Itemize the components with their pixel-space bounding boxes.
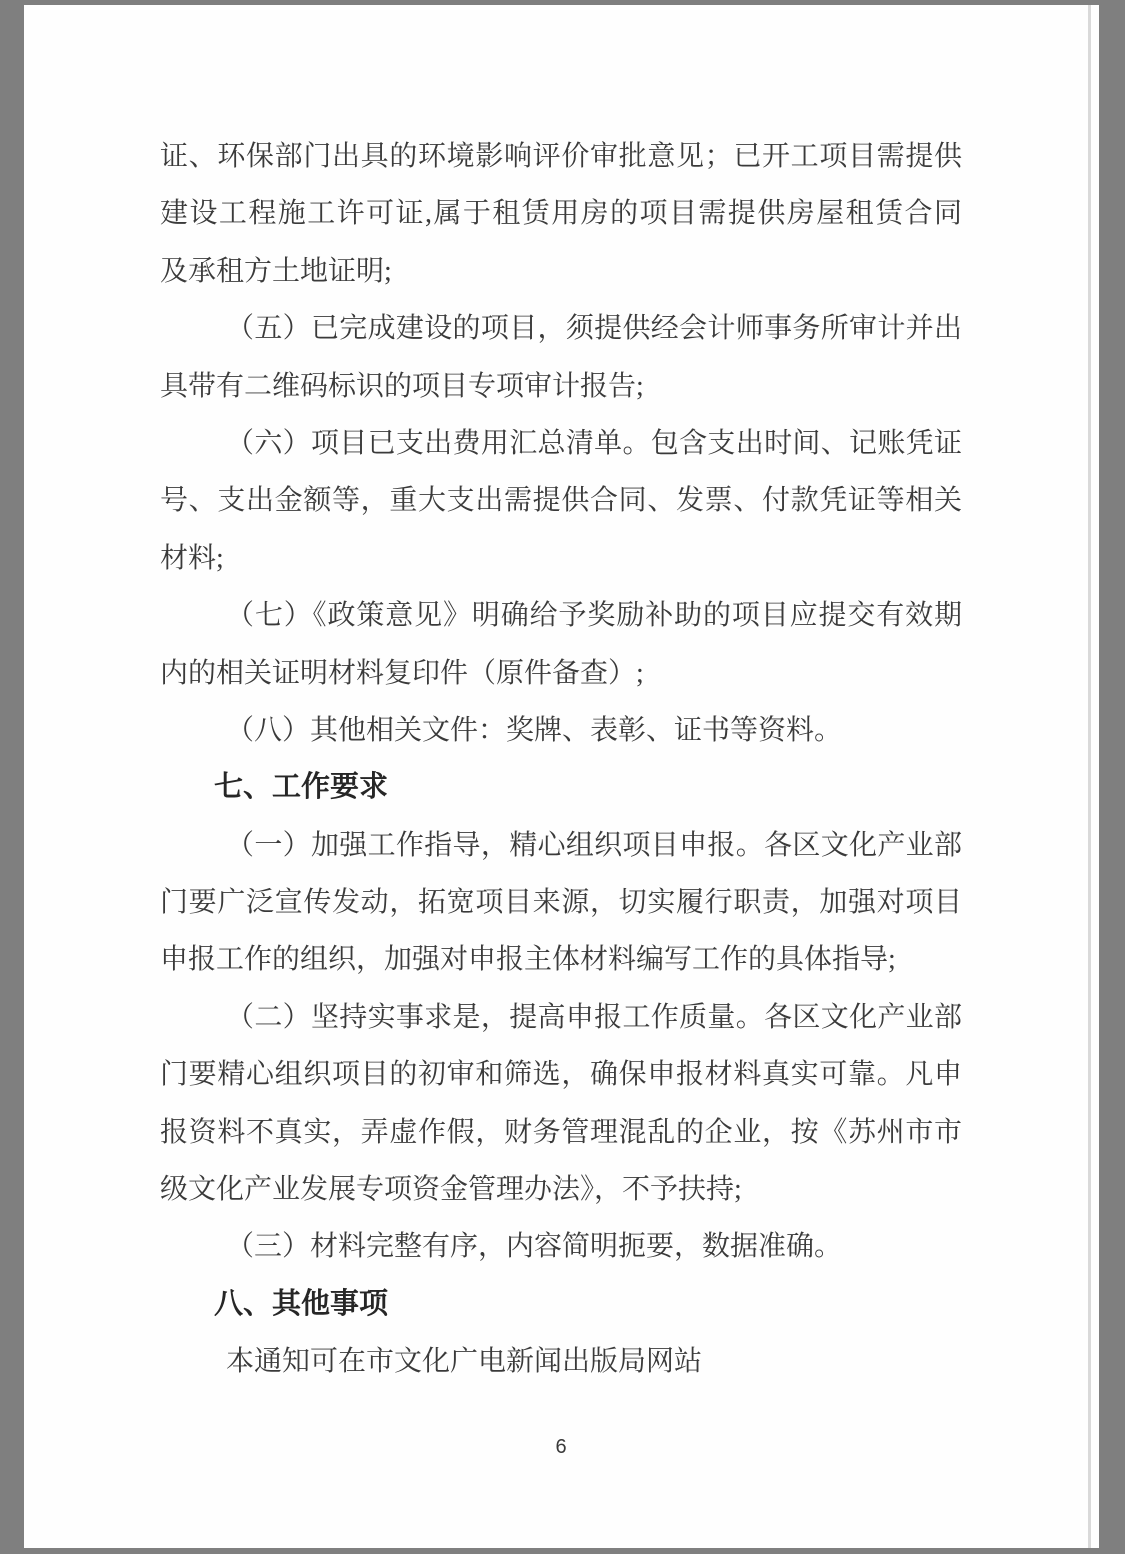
section-heading: 七、工作要求 bbox=[214, 771, 389, 804]
text-line: 门要精心组织项目的初审和筛选，确保申报材料真实可靠。凡申 bbox=[160, 1059, 962, 1091]
text-line: （二）坚持实事求是，提高申报工作质量。各区文化产业部 bbox=[226, 1001, 962, 1033]
text-line: 本通知可在市文化广电新闻出版局网站 bbox=[226, 1346, 703, 1378]
text-line: 门要广泛宣传发动，拓宽项目来源，切实履行职责，加强对项目 bbox=[160, 887, 962, 919]
text-line: （五）已完成建设的项目，须提供经会计师事务所审计并出 bbox=[226, 313, 962, 345]
text-line: 报资料不真实，弄虚作假，财务管理混乱的企业，按《苏州市市 bbox=[160, 1116, 962, 1148]
scanner-edge-left bbox=[0, 0, 24, 1554]
text-line: 材料; bbox=[160, 542, 224, 574]
text-line: 级文化产业发展专项资金管理办法》，不予扶持; bbox=[160, 1174, 742, 1206]
text-line: （一）加强工作指导，精心组织项目申报。各区文化产业部 bbox=[226, 829, 962, 861]
text-line: 号、支出金额等，重大支出需提供合同、发票、付款凭证等相关 bbox=[160, 485, 962, 517]
text-line: 申报工作的组织，加强对申报主体材料编写工作的具体指导; bbox=[160, 944, 896, 976]
document-body bbox=[160, 128, 962, 1391]
scanner-edge-bottom bbox=[0, 1548, 1125, 1554]
text-line: 具带有二维码标识的项目专项审计报告; bbox=[160, 370, 644, 402]
text-line: （七）《政策意见》明确给予奖励补助的项目应提交有效期 bbox=[226, 600, 962, 632]
scanner-edge-right bbox=[1099, 0, 1125, 1554]
text-line: 建设工程施工许可证,属于租赁用房的项目需提供房屋租赁合同 bbox=[160, 198, 962, 230]
text-line: （八）其他相关文件：奖牌、表彰、证书等资料。 bbox=[226, 714, 843, 746]
text-line: 及承租方土地证明; bbox=[160, 255, 392, 287]
text-line: 内的相关证明材料复印件（原件备查）; bbox=[160, 657, 644, 689]
text-line: （六）项目已支出费用汇总清单。包含支出时间、记账凭证 bbox=[226, 427, 962, 459]
page-number: 6 bbox=[555, 1436, 567, 1458]
text-line: （三）材料完整有序，内容简明扼要，数据准确。 bbox=[226, 1231, 843, 1263]
scanner-edge-top bbox=[0, 0, 1125, 5]
section-heading: 八、其他事项 bbox=[214, 1287, 389, 1320]
text-line: 证、环保部门出具的环境影响评价审批意见；已开工项目需提供 bbox=[160, 141, 962, 172]
page-edge-shadow bbox=[1088, 5, 1091, 1548]
